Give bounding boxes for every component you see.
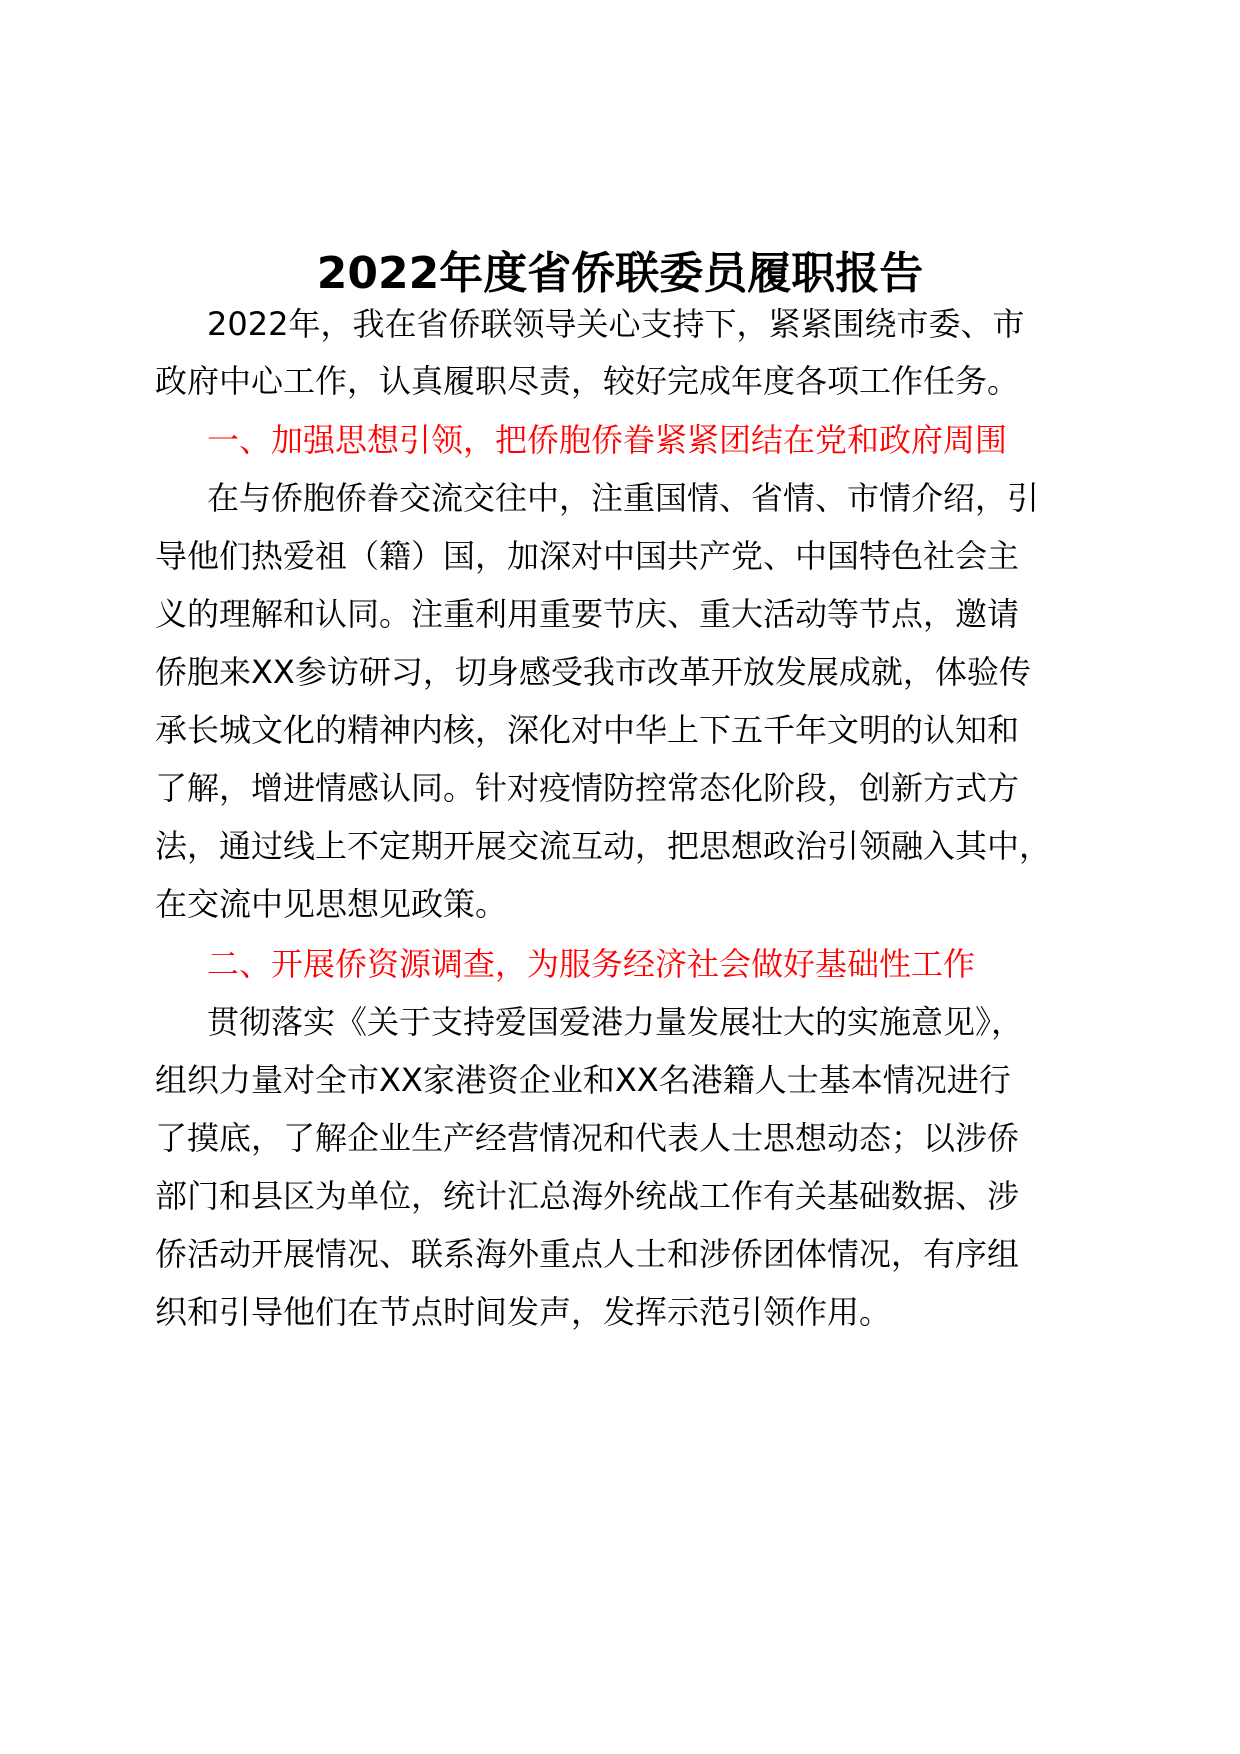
paragraph-line: 导他们热爱祖（籍）国，加深对中国共产党、中国特色社会主 [155,537,1020,575]
paragraph-line: 组织力量对全市XX家港资企业和XX名港籍人士基本情况进行 [155,1061,1011,1099]
paragraph-line: 承长城文化的精神内核，深化对中华上下五千年文明的认知和 [155,711,1020,749]
paragraph-line: 贯彻落实《关于支持爱国爱港力量发展壮大的实施意见》， [207,1003,1024,1041]
paragraph-line: 侨活动开展情况、联系海外重点人士和涉侨团体情况，有序组 [155,1235,1020,1273]
paragraph-line: 部门和县区为单位，统计汇总海外统战工作有关基础数据、涉 [155,1177,1020,1215]
paragraph-line: 2022年，我在省侨联领导关心支持下，紧紧围绕市委、市 [207,305,1025,343]
paragraph-line: 义的理解和认同。注重利用重要节庆、重大活动等节点，邀请 [155,595,1020,633]
section-heading-1: 一、加强思想引领，把侨胞侨眷紧紧团结在党和政府周围 [207,421,1008,459]
paragraph-line: 在交流中见思想见政策。 [155,885,508,923]
paragraph-line: 织和引导他们在节点时间发声，发挥示范引领作用。 [155,1293,892,1331]
paragraph-line: 了解，增进情感认同。针对疫情防控常态化阶段，创新方式方 [155,769,1020,807]
paragraph-line: 侨胞来XX参访研习，切身感受我市改革开放发展成就，体验传 [155,653,1031,691]
document-title: 2022年度省侨联委员履职报告 [316,248,924,299]
paragraph-line: 了摸底，了解企业生产经营情况和代表人士思想动态；以涉侨 [155,1119,1020,1157]
paragraph-line: 法，通过线上不定期开展交流互动，把思想政治引领融入其中， [155,827,1052,865]
section-heading-2: 二、开展侨资源调查，为服务经济社会做好基础性工作 [207,945,976,983]
paragraph-line: 在与侨胞侨眷交流交往中，注重国情、省情、市情介绍，引 [207,479,1040,517]
paragraph-line: 政府中心工作，认真履职尽责，较好完成年度各项工作任务。 [155,362,1020,400]
